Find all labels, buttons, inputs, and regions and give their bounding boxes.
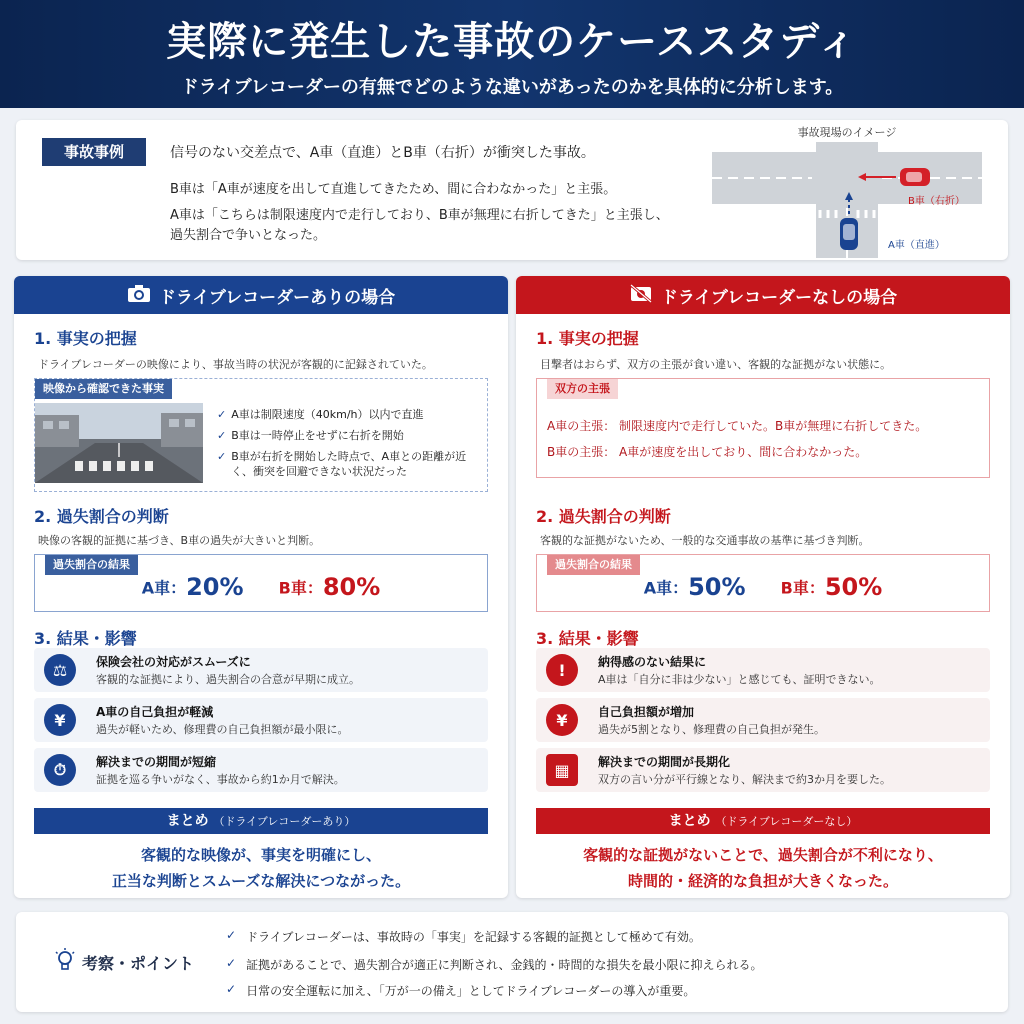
claim-b: B車の主張： A車が速度を出しており、間に合わなかった。 [547,445,868,459]
warning-icon: ! [546,654,578,686]
check-icon: ✓ [217,408,227,421]
right-s1-title: 1. 事実の把握 [536,329,639,348]
page-header [0,0,1024,108]
diagram-b-label: B車（右折） [908,196,965,207]
yen-icon: ¥ [44,704,76,736]
result-item: ¥ A車の自己負担が軽減 過失が軽いため、修理費の自己負担額が最小限に。 [34,698,488,742]
no-camera-icon [629,283,653,308]
video-facts-label: 映像から確認できた事実 [35,379,172,399]
yen-icon: ¥ [546,704,578,736]
left-summary-bar: まとめ （ドライブレコーダーあり） [34,808,488,834]
case-line-3: A車は「こちらは制限速度内で走行しており、B車が無理に右折してきた」と主張し、 [170,208,669,223]
claim-a: A車の主張： 制限速度内で走行していた。B車が無理に右折してきた。 [547,419,928,433]
page-title: 実際に発生した事故のケーススタディ [166,19,858,65]
without-recorder-title: ドライブレコーダーなしの場合 [660,287,898,308]
stopwatch-icon: ⏱ [44,754,76,786]
fact-item: ✓ B車は一時停止をせずに右折を開始 [217,429,404,442]
check-icon: ✓ [217,450,227,463]
with-recorder-header [14,276,508,314]
case-line-2: B車は「A車が速度を出して直進してきたため、間に合わなかった」と主張。 [170,182,617,197]
right-summary-bar: まとめ （ドライブレコーダーなし） [536,808,990,834]
left-s1-title: 1. 事実の把握 [34,329,137,348]
right-summary-text: 客観的な証拠がないことで、過失割合が不利になり、 時間的・経済的な負担が大きくなった。 [583,846,943,890]
case-tag: 事故事例 [42,138,146,166]
diagram-a-label: A車（直進） [888,240,945,251]
left-ratio-label: 過失割合の結果 [45,555,138,575]
without-recorder-column [516,276,1010,898]
right-ratio-label: 過失割合の結果 [547,555,640,575]
left-summary-text: 客観的な映像が、事実を明確にし、 正当な判断とスムーズな解決につながった。 [111,846,411,890]
left-s2-desc: 映像の客観的証拠に基づき、B車の過失が大きいと判断。 [38,534,321,547]
dashcam-photo [35,403,203,483]
case-line-4: 過失割合で争いとなった。 [170,228,327,243]
right-s1-desc: 目撃者はおらず、双方の主張が食い違い、客観的な証拠がない状態に。 [540,358,892,371]
claims-box [536,378,990,478]
result-item: ⏱ 解決までの期間が短縮 証拠を巡る争いがなく、事故から約1か月で解決。 [34,748,488,792]
point-item: ✓ 証拠があることで、過失割合が適正に判断され、金銭的・時間的な損失を最小限に抑えられる。 [226,956,763,972]
accident-diagram [712,124,982,258]
result-item: ▦ 解決までの期間が長期化 双方の言い分が平行線となり、解決まで約3か月を要した。 [536,748,990,792]
calendar-icon: ▦ [546,754,578,786]
gavel-icon: ⚖ [44,654,76,686]
case-line-1: 信号のない交差点で、A車（直進）とB車（右折）が衝突した事故。 [170,145,595,161]
lightbulb-icon [54,948,76,976]
left-ratio-box [34,554,488,612]
right-ratio-box [536,554,990,612]
fact-item: ✓ A車は制限速度（40km/h）以内で直進 [217,408,424,421]
video-facts-list [217,407,485,485]
right-car-b-label: B車： [780,578,825,598]
check-icon: ✓ [226,982,237,996]
right-s3-title: 3. 結果・影響 [536,629,639,648]
left-s3-title: 3. 結果・影響 [34,629,137,648]
page-subtitle: ドライブレコーダーの有無でどのような違いがあったのかを具体的に分析します。 [180,77,844,98]
result-item: ! 納得感のない結果に A車は「自分に非は少ない」と感じても、証明できない。 [536,648,990,692]
with-recorder-title: ドライブレコーダーありの場合 [158,287,396,308]
with-recorder-column [14,276,508,898]
right-pct-b: 50% [824,573,883,601]
result-item: ⚖ 保険会社の対応がスムーズに 客観的な証拠により、過失割合の合意が早期に成立。 [34,648,488,692]
right-s2-desc: 客観的な証拠がないため、一般的な交通事故の基準に基づき判断。 [540,534,870,547]
result-item: ¥ 自己負担額が増加 過失が5割となり、修理費の自己負担が発生。 [536,698,990,742]
left-pct-a: 20% [186,573,244,601]
point-item: ✓ 日常の安全運転に加え、「万が一の備え」としてドライブレコーダーの導入が重要。 [226,982,696,998]
insights-section [16,912,1008,1012]
check-icon: ✓ [217,429,227,442]
insights-title: 考察・ポイント [54,948,194,976]
video-facts-box [34,378,488,492]
left-s1-desc: ドライブレコーダーの映像により、事故当時の状況が客観的に記録されていた。 [38,358,433,371]
left-car-b-label: B車： [278,578,323,598]
diagram-title: 事故現場のイメージ [797,126,897,139]
check-icon: ✓ [226,928,237,942]
fact-item: ✓ B車が右折を開始した時点で、A車との距離が近く、衝突を回避できない状況だった [217,450,467,478]
claims-label: 双方の主張 [547,379,618,399]
point-item: ✓ ドライブレコーダーは、事故時の「事実」を記録する客観的証拠として極めて有効。 [226,928,701,944]
right-pct-a: 50% [688,573,746,601]
check-icon: ✓ [226,956,237,970]
without-recorder-header [516,276,1010,314]
left-s2-title: 2. 過失割合の判断 [34,507,169,526]
camera-icon [127,283,151,308]
right-s2-title: 2. 過失割合の判断 [536,507,671,526]
right-car-a-label: A車： [643,578,689,598]
left-pct-b: 80% [322,573,381,601]
left-car-a-label: A車： [141,578,187,598]
case-section [16,120,1008,260]
